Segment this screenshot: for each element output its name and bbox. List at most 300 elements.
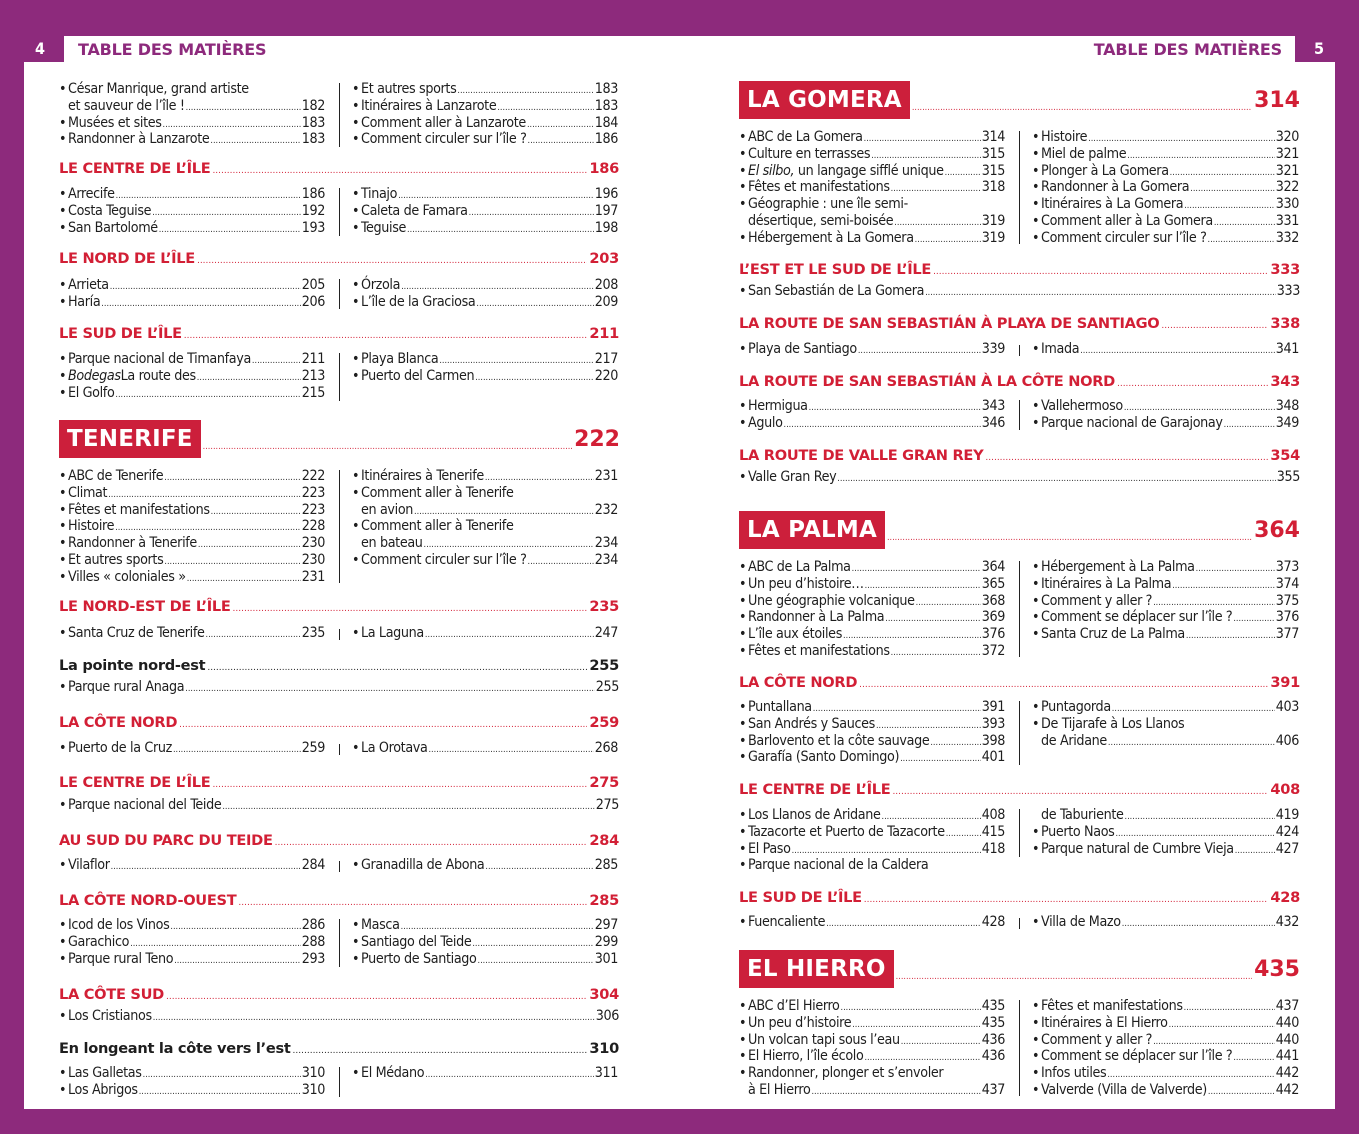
entry-page: 213 [301,367,325,384]
entry-text: en avion [361,501,414,518]
dot-leader [891,649,981,658]
dot-leader [792,847,981,856]
list-item [1032,341,1299,358]
entry-text: à El Hierro [748,1081,811,1098]
dot-leader [179,721,587,730]
entry-title [68,1065,142,1082]
list-item [59,535,325,552]
entry-text: Comment circuler sur l’île ? [1041,229,1207,246]
dot-leader [1172,582,1274,591]
entry-title [68,518,114,535]
list-item [1032,559,1299,576]
entry-title [68,917,169,934]
bullet: • [59,202,67,219]
entry-page: 435 [981,1014,1005,1031]
list-item [59,1082,325,1099]
bullet: • [739,145,747,162]
dot-leader [809,404,981,413]
list-item [1032,415,1299,432]
bullet: • [1032,145,1040,162]
entry-page: 432 [1275,914,1299,930]
dot-leader [1080,347,1274,356]
entry-title [748,699,812,716]
entry-text: Vilaflor [68,857,110,873]
bullet: • [1032,1065,1040,1082]
entry-text: Comment aller à Lanzarote [361,114,526,131]
bullet: • [59,1065,67,1081]
bullet: • [352,468,360,484]
entry-text: Fêtes et manifestations [748,642,890,659]
list-item [739,576,1005,593]
entry-title [748,146,870,163]
bullet: • [352,131,360,148]
list-item [352,1065,618,1082]
entry-title [1041,146,1126,163]
entry-title [361,468,484,485]
entry-title [748,1048,863,1065]
dot-leader [139,1088,301,1097]
ten_centre-heading [59,774,619,791]
column-divider [339,83,340,147]
ten_ausud-c1-list [59,857,325,874]
bullet: • [739,1048,747,1065]
dot-leader [837,475,1275,484]
entry-title [1041,1065,1106,1082]
entry-text: Randonner à Lanzarote [68,131,210,148]
entry-text: Garafía (Santo Domingo) [748,749,900,766]
list-item [352,203,618,220]
entry-title [68,351,251,368]
list-item [739,733,1005,750]
entry-text: Valle Gran Rey [748,469,837,485]
entry-text: Garachico [68,933,130,950]
bullet: • [739,609,747,626]
entry-text: ABC d’El Hierro [748,998,840,1014]
list-item [352,115,618,132]
list-item [352,917,618,934]
bullet: • [1032,1031,1040,1048]
entry-text: Los Abrigos [68,1081,138,1098]
entry-page: 297 [594,917,618,933]
list-item [59,1008,619,1025]
entry-page: 228 [301,518,325,535]
dot-leader [864,135,981,144]
list-item [1032,196,1299,213]
dot-leader [163,121,301,130]
entry-title [68,569,186,586]
bullet: • [739,592,747,609]
island-name: TENERIFE [59,420,201,458]
list-item [739,807,1005,824]
list-item [59,485,325,502]
entry-text: Itinéraires à La Palma [1041,575,1172,592]
bullet: • [1032,341,1040,357]
bullet: • [59,81,67,97]
entry-page: 427 [1275,840,1299,857]
entry-title [361,98,496,115]
ten_ausud-heading [59,832,619,849]
entry-title [1041,593,1152,610]
bullet: • [59,857,67,873]
ten_nordest-heading [59,598,619,615]
entry-title [748,469,836,486]
list-item [59,351,325,368]
entry-text: Hermigua [748,398,808,414]
list-item [59,115,325,132]
bullet: • [739,1065,747,1082]
dot-leader [407,226,594,235]
entry-text: un langage sifflé unique [794,162,944,179]
bullet: • [352,917,360,933]
entry-text: Un peu d’histoire [748,1014,852,1031]
bullet: • [1032,1014,1040,1031]
lanz_nord-heading [59,250,619,267]
entry-page: 234 [594,551,618,568]
entry-page: 223 [301,484,325,501]
entry-page: 364 [981,559,1005,575]
pal_cotenord-c1-list [739,699,1005,766]
dot-leader [497,104,593,113]
column-divider [1019,701,1020,765]
gom_route1-c1-list [739,341,1005,358]
bullet: • [59,535,67,552]
ten_nordouest-heading [59,892,619,909]
entry-text: Icod de los Vinos [68,917,170,933]
section-page: 338 [1270,315,1300,332]
dot-leader [945,169,981,178]
list-item [739,593,1005,610]
list-item [1032,1065,1299,1082]
section-title: LE SUD DE L’ÎLE [59,325,182,342]
entry-page: 408 [981,807,1005,823]
dot-leader [912,104,1252,113]
bullet: • [352,186,360,202]
entry-title [1041,576,1171,593]
bullet: • [1032,559,1040,575]
gom_route2-c1-list [739,398,1005,432]
entry-text: Infos utiles [1041,1065,1107,1082]
entry-title [361,203,468,220]
entry-text: Parque nacional de la Caldera [748,857,929,874]
dot-leader [876,722,981,731]
entry-title [68,81,249,98]
section-page: 259 [589,714,619,731]
dot-leader [892,788,1268,797]
dot-leader [398,192,594,201]
entry-title [748,841,791,858]
section-page: 304 [589,986,619,1003]
list-item [1032,609,1299,626]
list-item [59,679,619,696]
entry-title [68,934,129,951]
section-page: 428 [1270,889,1300,906]
gomera-c1-list [739,129,1005,247]
entry-text: Hébergement à La Gomera [748,229,914,246]
entry-text: Playa Blanca [361,351,439,367]
list-item [59,502,325,519]
dot-leader [1125,813,1275,822]
entry-text: Comment aller à Tenerife [361,518,514,535]
entry-text: et sauveur de l’île ! [68,97,185,114]
entry-page: 339 [981,341,1005,357]
bullet: • [59,1081,67,1098]
entry-title [748,230,914,247]
list-item [1032,398,1299,415]
entry-page: 209 [594,293,618,310]
dot-leader [858,347,981,356]
bullet: • [739,699,747,715]
list-item [352,294,618,311]
list-item [739,196,1005,213]
entry-text: Géographie : une île semi- [748,196,908,213]
entry-text: ABC de Tenerife [68,468,164,484]
dot-leader [252,357,301,366]
list-item [352,518,618,535]
list-item [352,485,618,502]
list-item [59,385,325,402]
entry-page: 232 [594,501,618,518]
dot-leader [222,803,594,812]
entry-title [748,716,875,733]
list-item [59,934,325,951]
entry-text: Et autres sports [68,551,164,568]
dot-leader [401,923,594,932]
dot-leader [211,508,301,517]
list-item [59,98,325,115]
entry-title [68,368,196,385]
entry-text: Haría [68,293,101,310]
entry-title [68,385,114,402]
dot-leader [476,300,593,309]
entry-page: 373 [1275,559,1299,575]
entry-page: 230 [301,551,325,568]
entry-page: 322 [1275,179,1299,196]
entry-title [748,1015,851,1032]
entry-text: Itinéraires à La Gomera [1041,196,1184,213]
bullet: • [739,715,747,732]
dot-leader [170,923,300,932]
list-item [739,1048,1005,1065]
entry-page: 215 [301,384,325,401]
bullet: • [1032,129,1040,145]
bullet: • [59,367,67,384]
entry-text: Culture en terrasses [748,145,871,162]
entry-page: 437 [981,1081,1005,1098]
list-item [739,146,1005,163]
bullet: • [1032,196,1040,213]
entry-text: Puerto Naos [1041,823,1115,840]
list-item [352,98,618,115]
ten_nordest-c2-list [352,625,618,642]
list-item [352,351,618,368]
dot-leader [174,957,301,966]
bullet: • [59,484,67,501]
list-item [1032,179,1299,196]
entry-title [361,917,400,934]
dot-leader [1108,739,1275,748]
entry-title [361,1065,424,1082]
entry-text: Arrieta [68,277,109,293]
ten_nordouest-c1-list [59,917,325,967]
lanz_sud-c1-list [59,351,325,401]
list-item [739,415,1005,432]
list-item [352,131,618,148]
bullet: • [1032,715,1040,732]
list-item [1032,998,1299,1015]
list-item [739,609,1005,626]
island-page: 222 [574,426,620,452]
entry-title [68,951,173,968]
column-divider [1019,345,1020,356]
entry-page: 436 [981,1048,1005,1065]
entry-page: 437 [1275,998,1299,1014]
entry-page: 288 [301,933,325,950]
bullet: • [59,933,67,950]
list-item [352,625,618,642]
entry-title [1041,398,1123,415]
dot-leader [212,167,587,176]
entry-text: Fêtes et manifestations [748,179,890,196]
dot-leader [843,632,981,641]
entry-page: 220 [594,367,618,384]
ten_cotenord-c2-list [352,740,618,757]
entry-text: ABC de La Gomera [748,129,863,145]
entry-title [748,398,808,415]
entry-page: 183 [594,97,618,114]
entry-title [748,283,924,300]
dot-leader [933,268,1268,277]
entry-text: Agulo [748,414,783,431]
bullet: • [352,81,360,97]
entry-page: 208 [594,277,618,293]
list-item [739,341,1005,358]
dot-leader [864,896,1269,905]
entry-page: 415 [981,823,1005,840]
list-item [739,398,1005,415]
lanz_sud-heading [59,325,619,342]
dot-leader [885,615,980,624]
section-page: 354 [1270,447,1300,464]
bullet: • [1032,626,1040,643]
bullet: • [1032,179,1040,196]
section-title: LA CÔTE NORD-OUEST [59,892,237,909]
list-item [1032,807,1299,824]
entry-title [68,552,163,569]
entry-page: 436 [981,1031,1005,1048]
entry-title [1041,1048,1232,1065]
entry-text: Comment se déplacer sur l’île ? [1041,1048,1233,1065]
dot-leader [233,605,588,614]
left-page-number: 4 [16,36,64,62]
section-title: LE CENTRE DE L’ÎLE [739,781,891,798]
entry-title [68,220,158,237]
hierro-c2-list [1032,998,1299,1099]
bullet: • [1032,609,1040,626]
entry-text: Tinajo [361,186,398,202]
palma-c2-list [1032,559,1299,643]
bullet: • [352,484,360,501]
column-divider [1019,561,1020,657]
bullet: • [59,351,67,367]
entry-text: Las Galletas [68,1065,142,1081]
entry-title [68,857,110,874]
dot-leader [1112,705,1275,714]
entry-title [1041,841,1234,858]
list-item [1032,1048,1299,1065]
entry-page: 442 [1275,1065,1299,1082]
bullet: • [739,575,747,592]
entry-title [1041,213,1213,230]
section-title: AU SUD DU PARC DU TEIDE [59,832,273,849]
entry-text: Los Llanos de Aridane [748,807,881,823]
gom_route2-heading [739,373,1300,390]
section-title: LA ROUTE DE SAN SEBASTIÁN À LA CÔTE NORD [739,373,1115,390]
entry-text: El Paso [748,840,791,857]
list-item [739,213,1005,230]
list-item [352,535,618,552]
dot-leader [900,755,981,764]
bullet: • [739,1014,747,1031]
dot-leader [184,332,588,341]
island-name: LA PALMA [739,511,885,549]
entry-text: Villa de Mazo [1041,914,1121,930]
list-item [1032,626,1299,643]
bullet: • [739,749,747,766]
entry-title [748,1065,943,1082]
dot-leader [1117,380,1268,389]
entry-text: Parque nacional de Timanfaya [68,351,251,367]
entry-page: 301 [594,950,618,967]
dot-leader [916,599,981,608]
entry-page: 234 [594,535,618,552]
left-page-header: TABLE DES MATIÈRES [78,40,267,59]
lanz_sud-c2-list [352,351,618,385]
list-item [739,857,1005,874]
section-title: LA ROUTE DE VALLE GRAN REY [739,447,984,464]
ten_pointe-heading [59,657,619,674]
dot-leader [212,781,587,790]
dot-leader [143,1071,301,1080]
list-item [1032,699,1299,716]
bullet: • [739,162,747,179]
entry-text: Parque rural Anaga [68,679,185,695]
entry-page: 332 [1275,229,1299,246]
entry-title [748,643,890,660]
entry-page: 198 [594,219,618,236]
dot-leader [930,739,980,748]
dot-leader [187,575,301,584]
right-page-header: TABLE DES MATIÈRES [1093,40,1282,59]
entry-page: 314 [981,129,1005,145]
bullet: • [352,518,360,535]
entry-text: Fêtes et manifestations [1041,998,1183,1014]
bullet: • [739,559,747,575]
list-item [352,186,618,203]
dot-leader [115,524,301,533]
entry-title [1041,733,1107,750]
dot-leader [115,391,300,400]
list-item [352,277,618,294]
list-item [739,1082,1005,1099]
dot-leader [428,746,593,755]
island-name: EL HIERRO [739,950,894,988]
list-item [739,163,1005,180]
section-title: LE NORD DE L’ÎLE [59,250,195,267]
bullet: • [1032,229,1040,246]
entry-text: Caleta de Famara [361,202,468,219]
dot-leader [1190,185,1274,194]
entry-page: 374 [1275,575,1299,592]
